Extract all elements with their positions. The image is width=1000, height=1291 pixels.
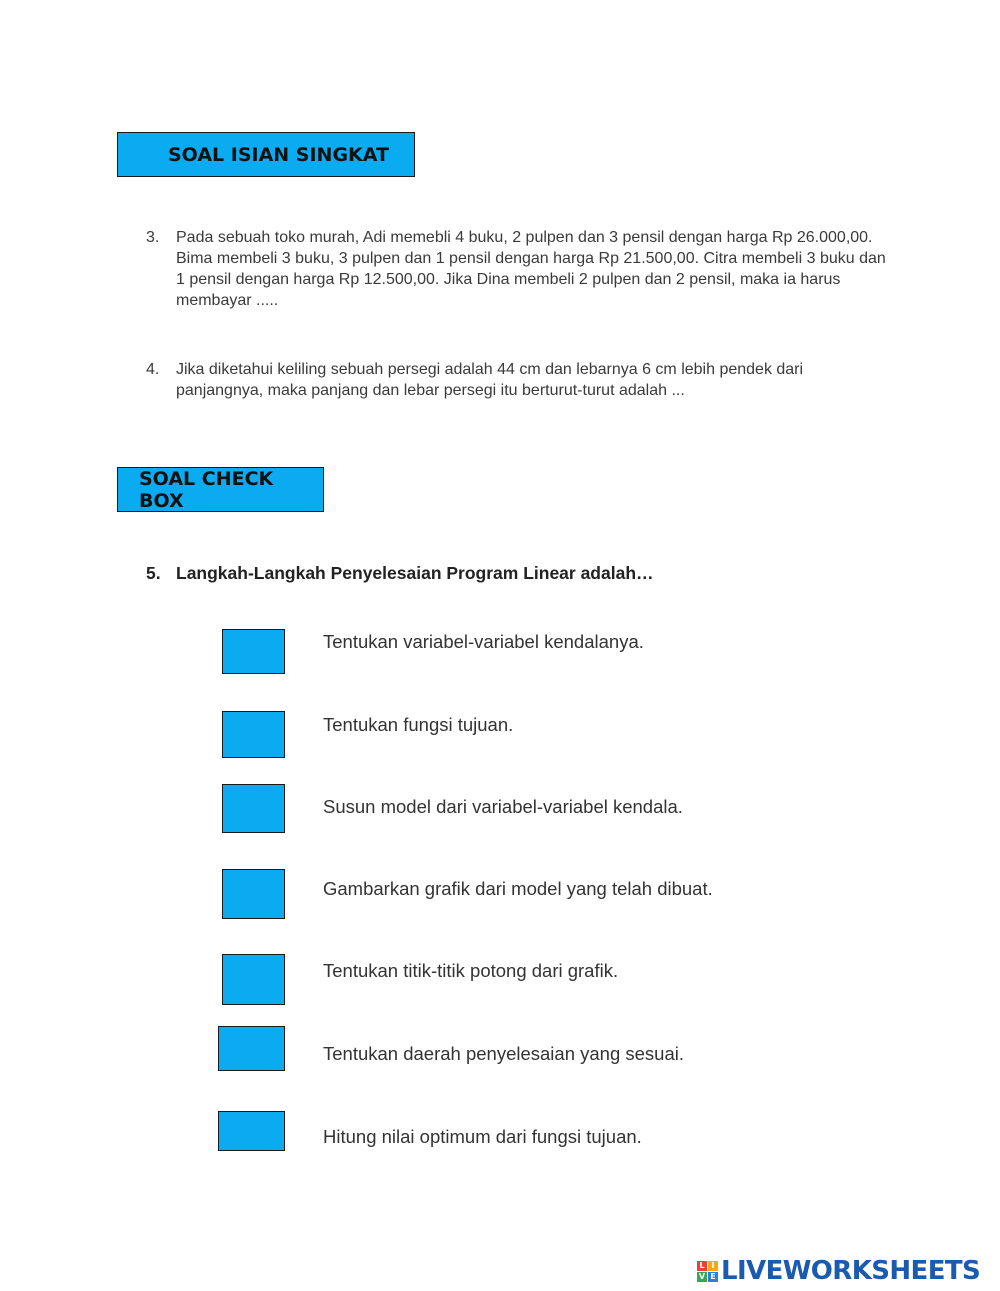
option-checkbox[interactable] (222, 869, 285, 919)
option-label: Tentukan titik-titik potong dari grafik. (323, 960, 619, 981)
option-checkbox[interactable] (218, 1026, 285, 1071)
option-checkbox[interactable] (222, 629, 285, 674)
question-number: 5. (146, 563, 161, 583)
question-3 (146, 227, 886, 311)
question-text: Pada sebuah toko murah, Adi memebli 4 buku, 2 pulpen dan 3 pensil dengan harga Rp 26.000,00. Bima membeli 3 buku, 3 pulpen dan 1 pensil dengan harga Rp 21.500,00. Citra membeli 3 buku dan 1 pensil dengan harga Rp 12.500,00. Jika Dina membeli 2 pulpen dan 2 pensil, maka ia harus membayar ..... (176, 229, 886, 309)
logo-mark-letter: L (697, 1261, 707, 1271)
question-text: Langkah-Langkah Penyelesaian Program Linear adalah… (176, 563, 654, 583)
logo-mark-letter: E (708, 1272, 718, 1282)
logo-text: LIVEWORKSHEETS (721, 1256, 981, 1286)
question-4 (146, 359, 886, 401)
option-checkbox[interactable] (218, 1111, 285, 1151)
option-label: Tentukan variabel-variabel kendalanya. (323, 631, 644, 652)
question-5 (146, 562, 886, 584)
option-label: Tentukan daerah penyelesaian yang sesuai. (323, 1043, 685, 1064)
logo-mark-icon (697, 1261, 718, 1282)
logo-mark-letter: V (698, 1271, 706, 1281)
section-title: SOAL ISIAN SINGKAT (168, 143, 389, 166)
option-checkbox[interactable] (222, 954, 285, 1005)
section-header-isian-singkat (117, 132, 415, 177)
question-number: 4. (146, 361, 160, 378)
liveworksheets-logo (697, 1256, 980, 1286)
option-label: Hitung nilai optimum dari fungsi tujuan. (323, 1126, 642, 1147)
option-label: Gambarkan grafik dari model yang telah dibuat. (323, 878, 713, 899)
section-title: SOAL CHECK BOX (139, 467, 274, 512)
option-label: Susun model dari variabel-variabel kendala. (323, 796, 683, 817)
question-number: 3. (146, 229, 160, 246)
option-checkbox[interactable] (222, 784, 285, 833)
option-label: Tentukan fungsi tujuan. (323, 714, 514, 735)
logo-mark-letter: I (708, 1261, 718, 1271)
section-header-check-box (117, 467, 324, 512)
option-checkbox[interactable] (222, 711, 285, 758)
question-text: Jika diketahui keliling sebuah persegi adalah 44 cm dan lebarnya 6 cm lebih pendek dari panjangnya, maka panjang dan lebar persegi itu berturut-turut adalah ... (176, 361, 804, 399)
